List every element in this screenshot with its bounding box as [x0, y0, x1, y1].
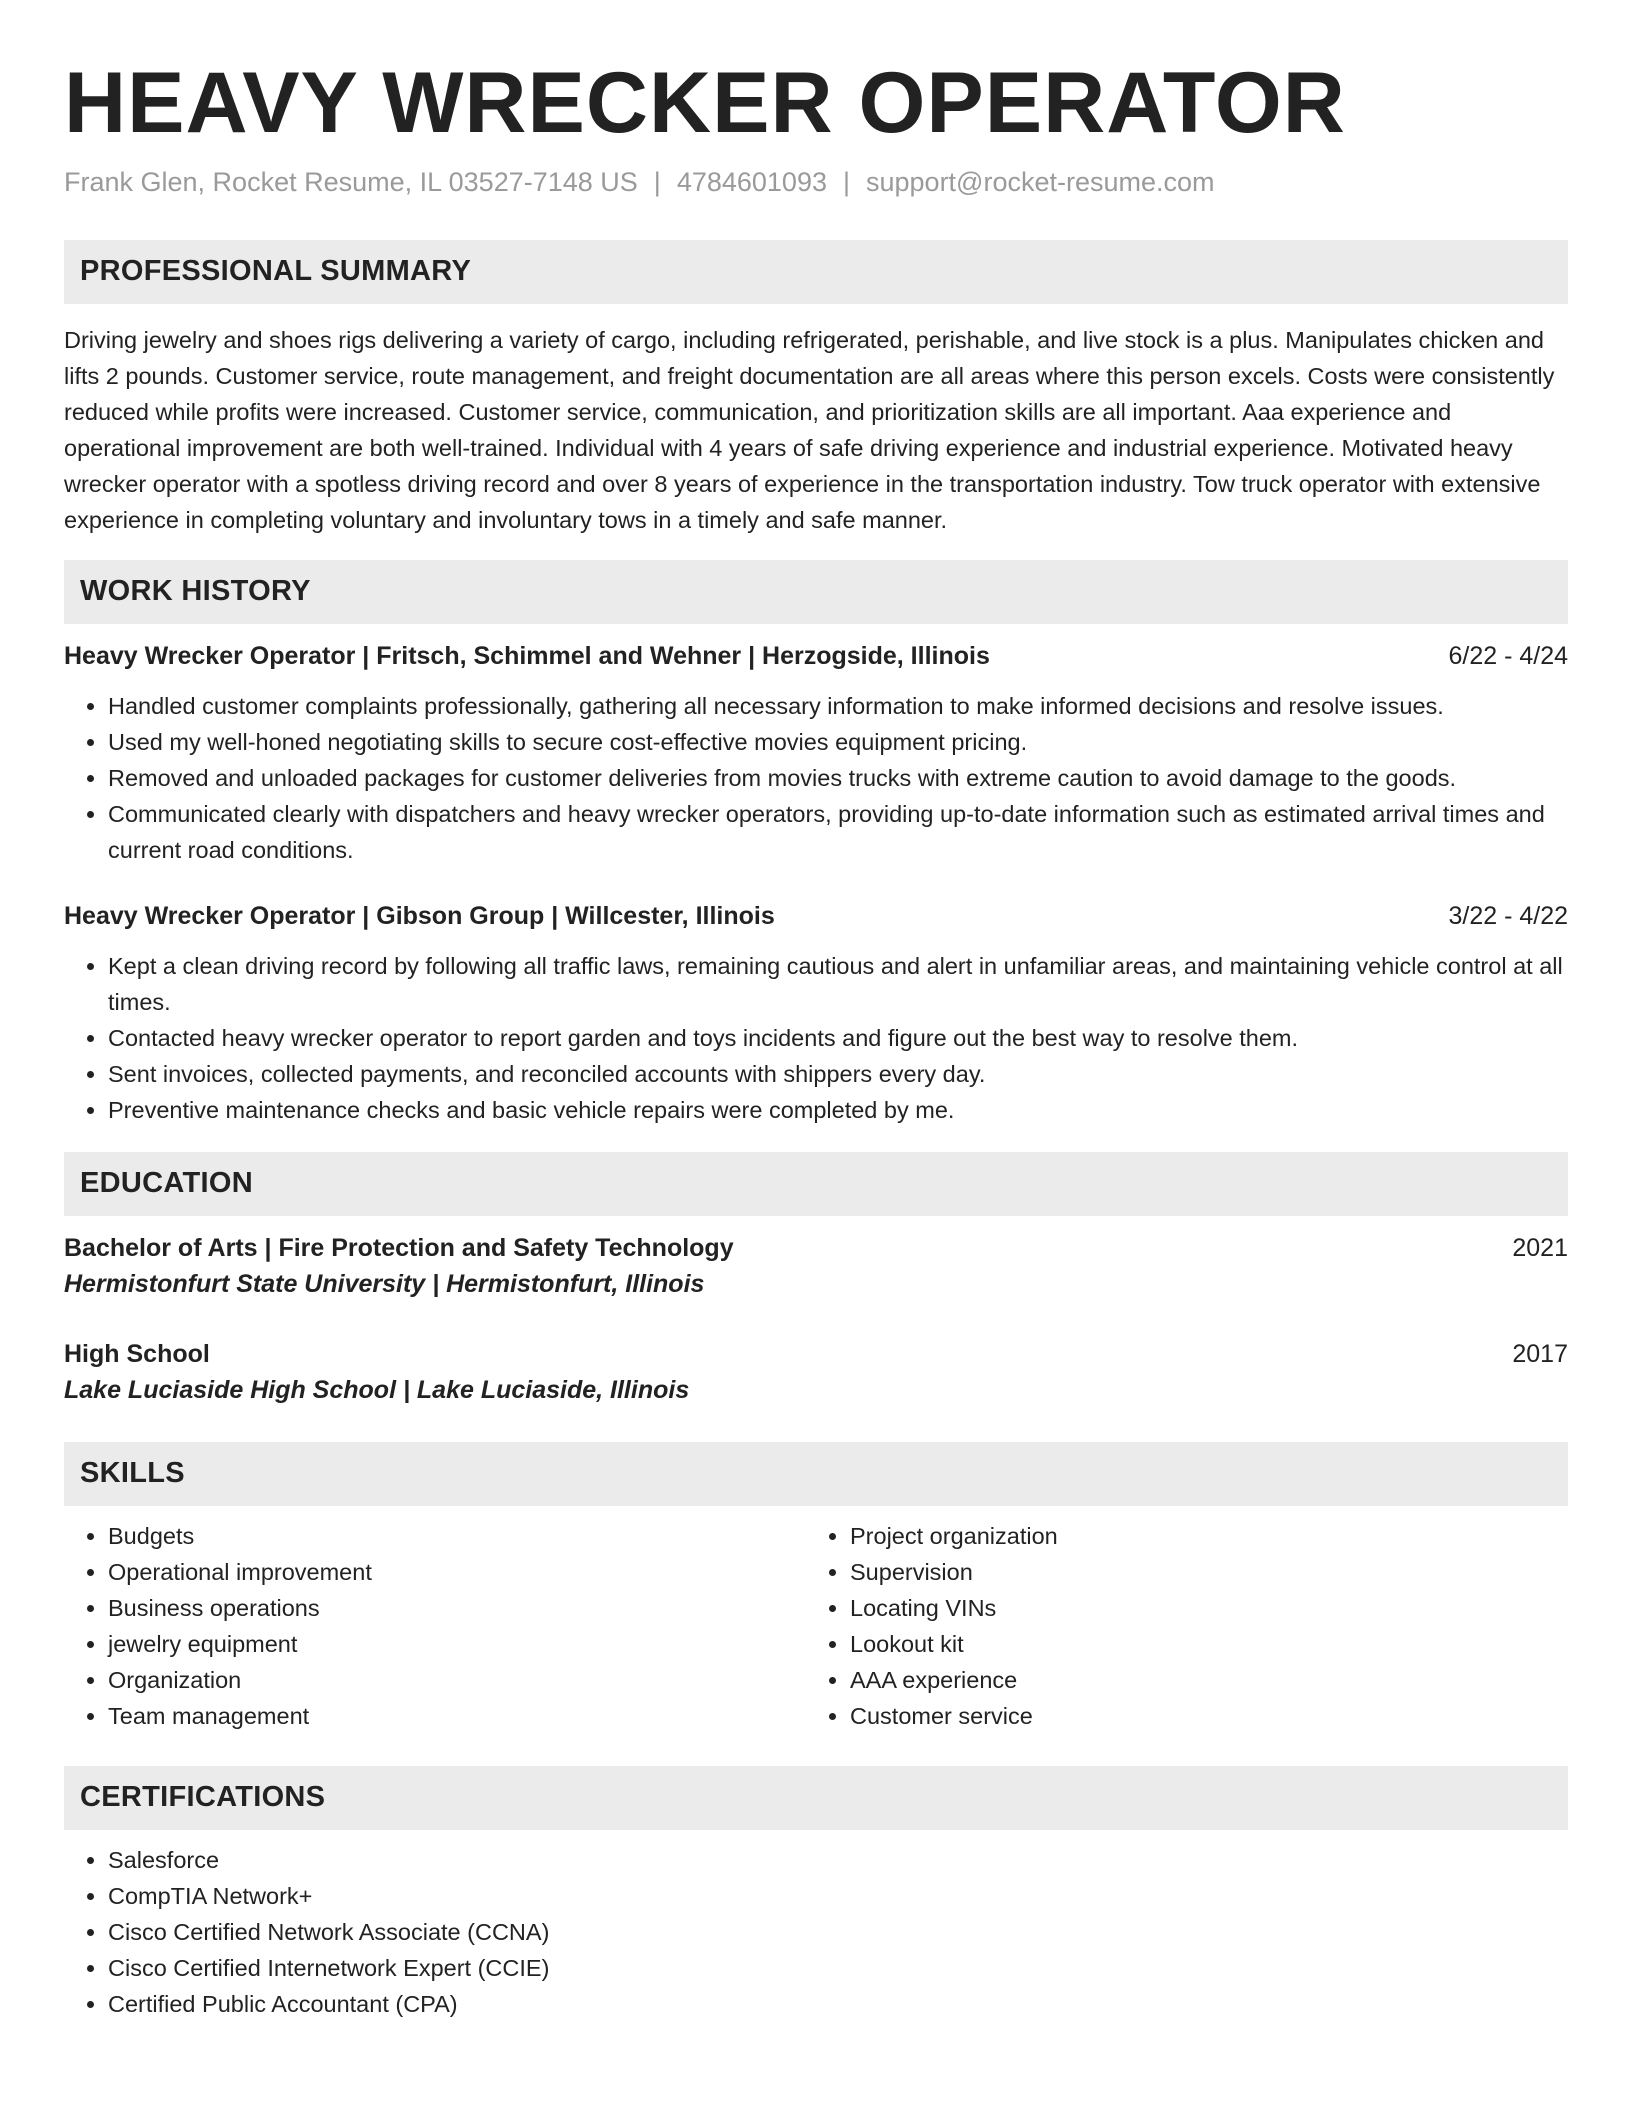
education-school: Lake Luciaside High School | Lake Luciaside, Illinois [64, 1375, 690, 1404]
job-entry [64, 638, 1568, 868]
section-header-education: EDUCATION [64, 1152, 1568, 1216]
job-header [64, 638, 1568, 674]
skill-item: • Team management [108, 1698, 806, 1734]
certification-item: • Certified Public Accountant (CPA) [108, 1986, 1568, 2022]
contact-email: support@rocket-resume.com [866, 166, 1215, 197]
education-degree: High School [64, 1339, 210, 1368]
skill-item: • Organization [108, 1662, 806, 1698]
certification-item: • Cisco Certified Internetwork Expert (CCIE) [108, 1950, 1568, 1986]
job-bullet: • Preventive maintenance checks and basic vehicle repairs were completed by me. [108, 1092, 1568, 1128]
job-entry [64, 898, 1568, 1128]
skill-item: • Operational improvement [108, 1554, 806, 1590]
job-title: Heavy Wrecker Operator | Fritsch, Schimmel and Wehner | Herzogside, Illinois [64, 641, 990, 670]
education-degree: Bachelor of Arts | Fire Protection and Safety Technology [64, 1233, 734, 1262]
skill-item: • Project organization [850, 1518, 1548, 1554]
education-entry [64, 1230, 1568, 1302]
skills-columns [64, 1518, 1568, 1734]
job-bullet: • Kept a clean driving record by following all traffic laws, remaining cautious and alert in unfamiliar areas, and maintaining vehicle control at all times. [108, 948, 1568, 1020]
certification-item: • CompTIA Network+ [108, 1878, 1568, 1914]
contact-separator: | [842, 166, 850, 197]
job-bullet: • Removed and unloaded packages for customer deliveries from movies trucks with extreme caution to avoid damage to the goods. [108, 760, 1568, 796]
section-header-skills: SKILLS [64, 1442, 1568, 1506]
job-dates: 3/22 - 4/22 [1448, 901, 1568, 930]
skill-item: • Customer service [850, 1698, 1548, 1734]
skill-item: • Business operations [108, 1590, 806, 1626]
education-year: 2021 [1512, 1233, 1568, 1262]
job-title: Heavy Wrecker Operator | Gibson Group | Willcester, Illinois [64, 901, 775, 930]
job-dates: 6/22 - 4/24 [1448, 641, 1568, 670]
job-header [64, 898, 1568, 934]
contact-separator: | [653, 166, 661, 197]
education-school: Hermistonfurt State University | Hermistonfurt, Illinois [64, 1269, 705, 1298]
education-year: 2017 [1512, 1339, 1568, 1368]
skill-item: • Supervision [850, 1554, 1548, 1590]
job-bullets [64, 948, 1568, 1128]
skill-item: • Lookout kit [850, 1626, 1548, 1662]
skills-list-right [806, 1518, 1548, 1734]
certification-item: • Cisco Certified Network Associate (CCNA) [108, 1914, 1568, 1950]
skill-item: • AAA experience [850, 1662, 1548, 1698]
certifications-list [64, 1842, 1568, 2022]
contact-line [64, 167, 1568, 198]
job-bullet: • Communicated clearly with dispatchers and heavy wrecker operators, providing up-to-date information such as estimated arrival times and current road conditions. [108, 796, 1568, 868]
certification-item: • Salesforce [108, 1842, 1568, 1878]
job-bullet: • Handled customer complaints professionally, gathering all necessary information to make informed decisions and resolve issues. [108, 688, 1568, 724]
education-entry [64, 1336, 1568, 1408]
education-header [64, 1230, 1568, 1266]
section-header-work-history: WORK HISTORY [64, 560, 1568, 624]
section-header-certifications: CERTIFICATIONS [64, 1766, 1568, 1830]
job-bullet: • Used my well-honed negotiating skills to secure cost-effective movies equipment pricing. [108, 724, 1568, 760]
summary-text: Driving jewelry and shoes rigs delivering a variety of cargo, including refrigerated, perishable, and live stock is a plus. Manipulates chicken and lifts 2 pounds. Customer service, route management, and freight documentation are all areas where this person excels. Costs were consistently reduced while profits were increased. Customer service, communication, and prioritization skills are all important. Aaa experience and operational improvement are both well-trained. Individual with 4 years of safe driving experience and industrial experience. Motivated heavy wrecker operator with a spotless driving record and over 8 years of experience in the transportation industry. Tow truck operator with extensive experience in completing voluntary and involuntary tows in a timely and safe manner. [64, 326, 1555, 533]
job-bullets [64, 688, 1568, 868]
skill-item: • jewelry equipment [108, 1626, 806, 1662]
section-header-summary: PROFESSIONAL SUMMARY [64, 240, 1568, 304]
education-header [64, 1336, 1568, 1372]
contact-phone: 4784601093 [676, 166, 827, 197]
skill-item: • Budgets [108, 1518, 806, 1554]
job-bullet: • Sent invoices, collected payments, and reconciled accounts with shippers every day. [108, 1056, 1568, 1092]
contact-address: Frank Glen, Rocket Resume, IL 03527-7148 US [64, 166, 638, 197]
resume-name-title: HEAVY WRECKER OPERATOR [64, 55, 1346, 151]
skill-item: • Locating VINs [850, 1590, 1548, 1626]
job-bullet: • Contacted heavy wrecker operator to report garden and toys incidents and figure out the best way to resolve them. [108, 1020, 1568, 1056]
skills-list-left [64, 1518, 806, 1734]
